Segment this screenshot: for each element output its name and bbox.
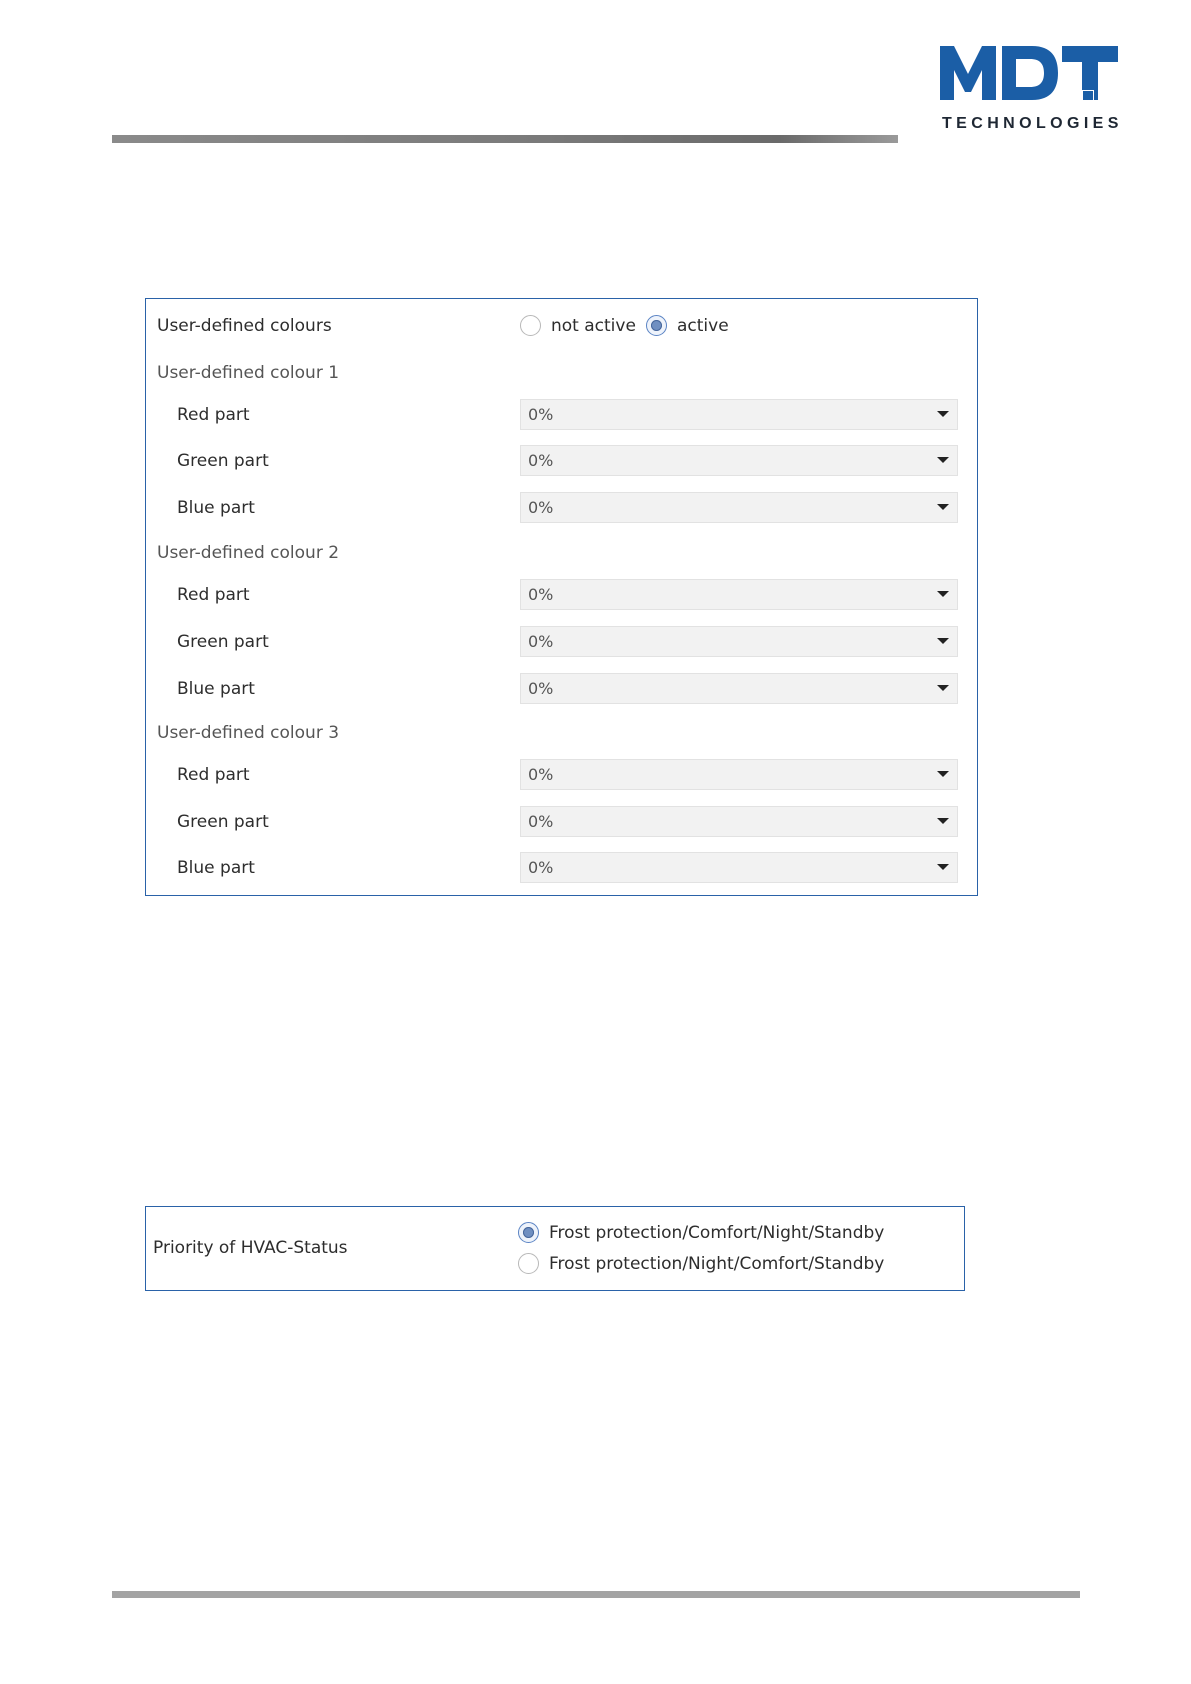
select-green-1[interactable] bbox=[520, 445, 958, 476]
group-title-colour-2: User-defined colour 2 bbox=[157, 543, 340, 563]
select-value: 0% bbox=[528, 632, 554, 651]
group-title-colour-1: User-defined colour 1 bbox=[157, 363, 340, 383]
row-label-red-1: Red part bbox=[177, 405, 250, 425]
select-value: 0% bbox=[528, 451, 554, 470]
row-label-blue-3: Blue part bbox=[177, 858, 255, 878]
select-blue-2[interactable] bbox=[520, 673, 958, 704]
user-colours-panel bbox=[145, 298, 978, 896]
radio-hvac-option-2-label[interactable]: Frost protection/Night/Comfort/Standby bbox=[549, 1254, 885, 1274]
caret-down-icon bbox=[937, 818, 949, 824]
select-value: 0% bbox=[528, 498, 554, 517]
row-label-red-2: Red part bbox=[177, 585, 250, 605]
select-red-1[interactable] bbox=[520, 399, 958, 430]
hvac-priority-label: Priority of HVAC-Status bbox=[153, 1238, 348, 1258]
select-blue-1[interactable] bbox=[520, 492, 958, 523]
select-red-3[interactable] bbox=[520, 759, 958, 790]
row-label-blue-2: Blue part bbox=[177, 679, 255, 699]
caret-down-icon bbox=[937, 411, 949, 417]
select-green-3[interactable] bbox=[520, 806, 958, 837]
select-value: 0% bbox=[528, 679, 554, 698]
caret-down-icon bbox=[937, 638, 949, 644]
logo-subtitle: TECHNOLOGIES bbox=[942, 115, 1123, 132]
row-label-green-3: Green part bbox=[177, 812, 269, 832]
radio-active-label[interactable]: active bbox=[677, 316, 729, 336]
radio-active[interactable] bbox=[646, 315, 667, 336]
select-value: 0% bbox=[528, 812, 554, 831]
select-red-2[interactable] bbox=[520, 579, 958, 610]
row-label-red-3: Red part bbox=[177, 765, 250, 785]
radio-not-active-label[interactable]: not active bbox=[551, 316, 636, 336]
footer-divider bbox=[112, 1591, 1080, 1598]
row-label-blue-1: Blue part bbox=[177, 498, 255, 518]
select-value: 0% bbox=[528, 858, 554, 877]
select-value: 0% bbox=[528, 585, 554, 604]
hvac-priority-panel bbox=[145, 1206, 965, 1291]
radio-hvac-option-2[interactable] bbox=[518, 1253, 539, 1274]
user-colours-label: User-defined colours bbox=[157, 316, 332, 336]
select-blue-3[interactable] bbox=[520, 852, 958, 883]
caret-down-icon bbox=[937, 771, 949, 777]
row-label-green-1: Green part bbox=[177, 451, 269, 471]
caret-down-icon bbox=[937, 591, 949, 597]
caret-down-icon bbox=[937, 685, 949, 691]
select-value: 0% bbox=[528, 405, 554, 424]
header-divider bbox=[112, 135, 898, 143]
select-green-2[interactable] bbox=[520, 626, 958, 657]
radio-hvac-option-1[interactable] bbox=[518, 1222, 539, 1243]
caret-down-icon bbox=[937, 864, 949, 870]
select-value: 0% bbox=[528, 765, 554, 784]
radio-not-active[interactable] bbox=[520, 315, 541, 336]
caret-down-icon bbox=[937, 457, 949, 463]
radio-hvac-option-1-label[interactable]: Frost protection/Comfort/Night/Standby bbox=[549, 1223, 885, 1243]
row-label-green-2: Green part bbox=[177, 632, 269, 652]
caret-down-icon bbox=[937, 504, 949, 510]
group-title-colour-3: User-defined colour 3 bbox=[157, 723, 340, 743]
